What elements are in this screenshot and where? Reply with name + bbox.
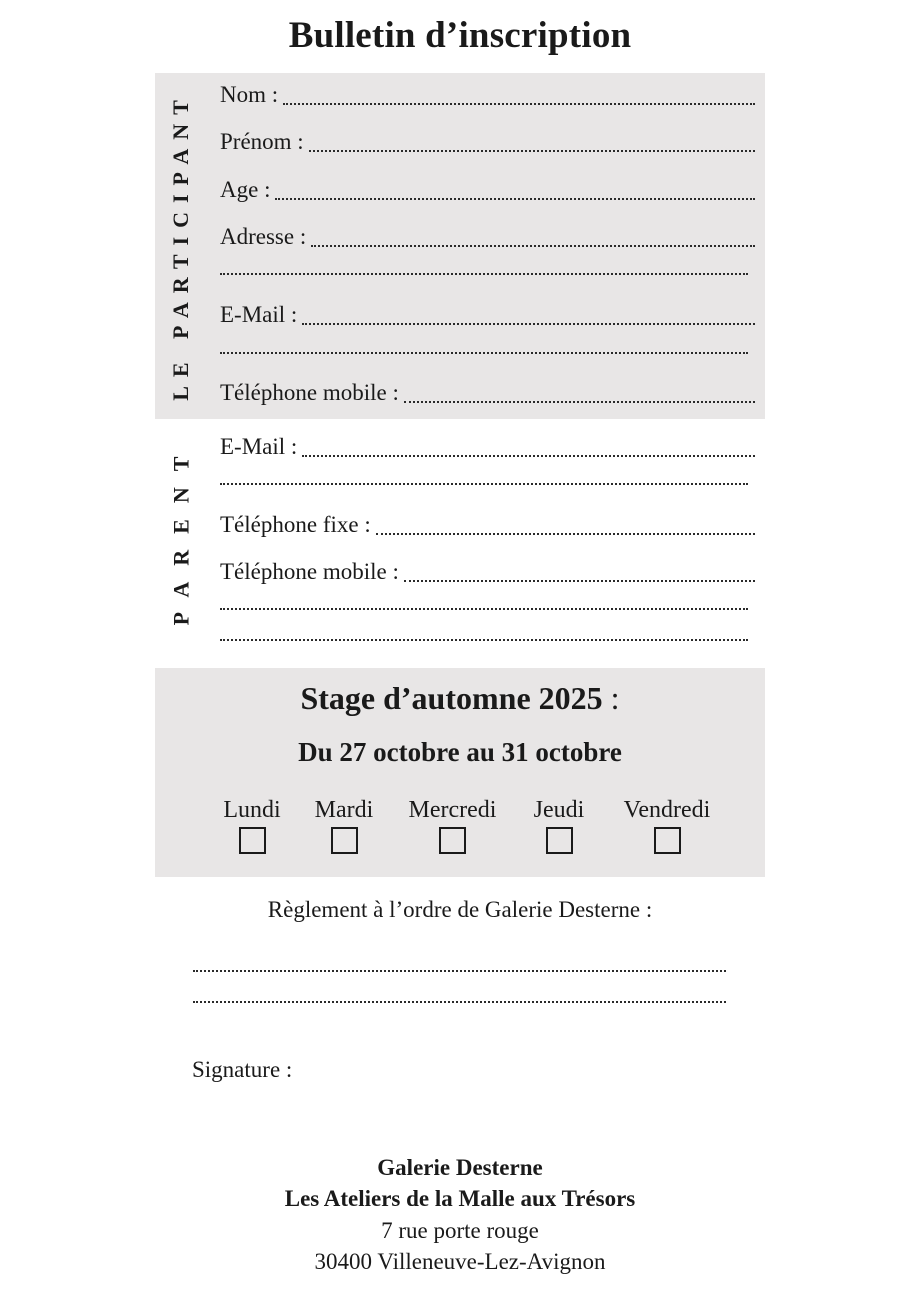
parent-telephone-mobile-label: Téléphone mobile : — [220, 559, 399, 584]
stage-title-colon: : — [602, 680, 620, 716]
parent-email-line-2[interactable] — [220, 483, 748, 485]
participant-section — [155, 73, 765, 419]
parent-section-label: PARENT — [168, 440, 194, 626]
stage-section — [155, 668, 765, 877]
participant-prenom-line[interactable] — [309, 150, 755, 152]
participant-nom-line[interactable] — [283, 103, 755, 105]
parent-telephone-line-3[interactable] — [220, 639, 748, 641]
day-mercredi — [405, 797, 500, 854]
parent-telephone-fixe-label: Téléphone fixe : — [220, 512, 371, 537]
participant-email-label: E-Mail : — [220, 302, 298, 327]
participant-adresse-label: Adresse : — [220, 224, 307, 249]
stage-title — [155, 680, 765, 717]
participant-prenom-label: Prénom : — [220, 129, 304, 154]
participant-age-line[interactable] — [275, 198, 755, 200]
day-jeudi-label: Jeudi — [533, 797, 585, 823]
parent-telephone-fixe-line[interactable] — [376, 533, 755, 535]
participant-section-label-wrap — [155, 73, 207, 419]
participant-nom-label: Nom : — [220, 82, 279, 107]
participant-adresse-field[interactable] — [220, 223, 755, 251]
footer-name: Galerie Desterne — [377, 1155, 543, 1180]
participant-email-field[interactable] — [220, 301, 755, 329]
parent-section-label-wrap — [155, 419, 207, 647]
day-lundi — [217, 797, 287, 854]
parent-telephone-line-2[interactable] — [220, 608, 748, 610]
participant-email-line[interactable] — [302, 323, 755, 325]
day-mardi — [309, 797, 379, 854]
day-vendredi — [613, 797, 721, 854]
parent-section — [155, 419, 765, 647]
day-jeudi-checkbox[interactable] — [546, 827, 573, 854]
signature-label: Signature : — [192, 1057, 293, 1082]
payment-line-2[interactable] — [193, 1001, 726, 1003]
form-title: Bulletin d’inscription — [288, 15, 632, 56]
day-mercredi-label: Mercredi — [408, 797, 497, 823]
footer-city: 30400 Villeneuve-Lez-Avignon — [314, 1249, 606, 1274]
participant-adresse-line[interactable] — [311, 245, 755, 247]
day-vendredi-checkbox[interactable] — [654, 827, 681, 854]
participant-email-line-2[interactable] — [220, 352, 748, 354]
participant-prenom-field[interactable] — [220, 128, 755, 156]
participant-telephone-mobile-label: Téléphone mobile : — [220, 380, 399, 405]
parent-telephone-mobile-field[interactable] — [220, 558, 755, 586]
day-jeudi — [527, 797, 591, 854]
parent-email-line[interactable] — [302, 455, 755, 457]
day-mardi-checkbox[interactable] — [331, 827, 358, 854]
parent-telephone-fixe-field[interactable] — [220, 511, 755, 539]
day-mercredi-checkbox[interactable] — [439, 827, 466, 854]
participant-nom-field[interactable] — [220, 81, 755, 109]
participant-age-field[interactable] — [220, 176, 755, 204]
stage-title-text: Stage d’automne 2025 — [300, 680, 603, 716]
parent-email-field[interactable] — [220, 433, 755, 461]
participant-section-label: LE PARTICIPANT — [168, 91, 194, 401]
footer-street: 7 rue porte rouge — [381, 1218, 539, 1243]
stage-dates: Du 27 octobre au 31 octobre — [298, 737, 622, 767]
day-lundi-checkbox[interactable] — [239, 827, 266, 854]
day-mardi-label: Mardi — [314, 797, 374, 823]
participant-telephone-mobile-line[interactable] — [404, 401, 755, 403]
parent-telephone-mobile-line[interactable] — [404, 580, 755, 582]
participant-adresse-line-2[interactable] — [220, 273, 748, 275]
day-lundi-label: Lundi — [223, 797, 281, 823]
payment-label: Règlement à l’ordre de Galerie Desterne : — [267, 897, 653, 922]
footer-subtitle: Les Ateliers de la Malle aux Trésors — [284, 1186, 636, 1211]
participant-telephone-mobile-field[interactable] — [220, 379, 755, 407]
payment-line-1[interactable] — [193, 970, 726, 972]
day-vendredi-label: Vendredi — [623, 797, 711, 823]
parent-email-label: E-Mail : — [220, 434, 298, 459]
participant-age-label: Age : — [220, 177, 271, 202]
